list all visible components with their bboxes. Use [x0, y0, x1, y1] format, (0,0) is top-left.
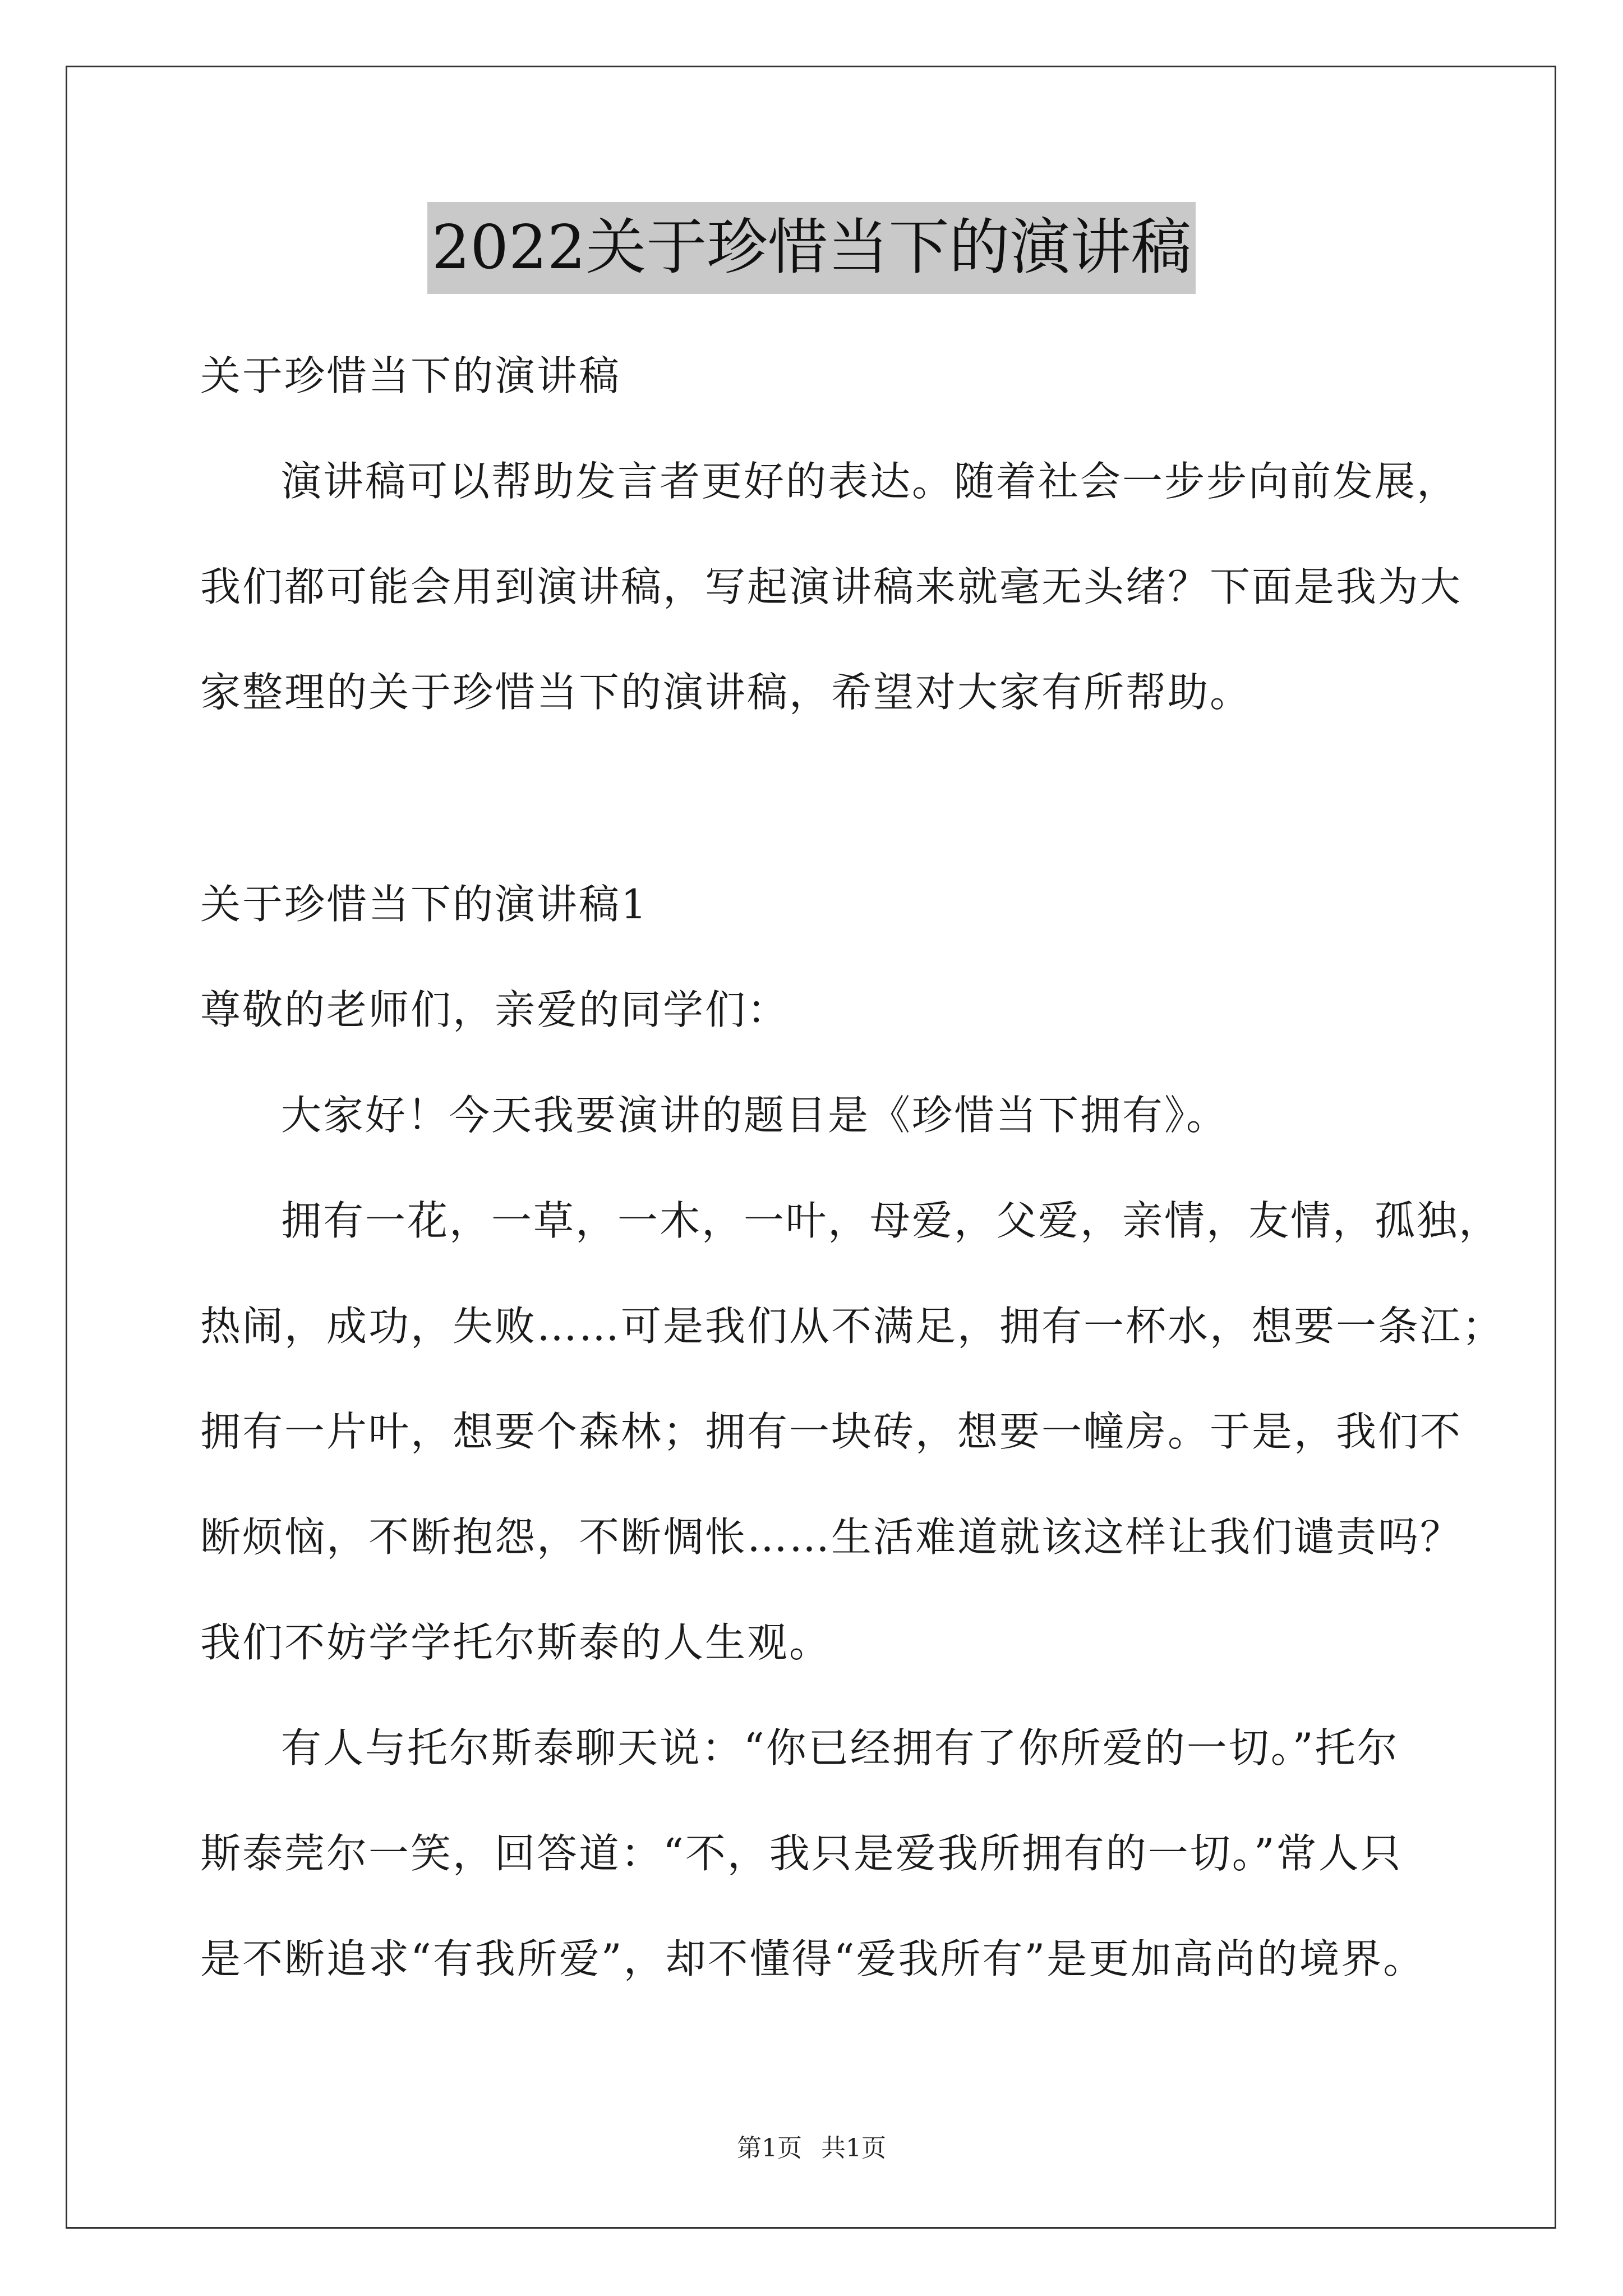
document-title: 2022关于珍惜当下的演讲稿: [427, 202, 1196, 294]
page-number: 第1页: [737, 2134, 802, 2162]
paragraph-line: 拥有一花，一草，一木，一叶，母爱，父爱，亲情，友情，孤独，: [281, 1197, 1501, 1244]
section-heading: 关于珍惜当下的演讲稿1: [200, 881, 648, 928]
page-footer: [0, 2132, 1623, 2165]
intro-line: 演讲稿可以帮助发言者更好的表达。随着社会一步步向前发展，: [281, 458, 1459, 505]
intro-line: 我们都可能会用到演讲稿，写起演讲稿来就毫无头绪？下面是我为大: [200, 563, 1463, 610]
paragraph-line: 斯泰莞尔一笑，回答道：“不，我只是爱我所拥有的一切。”常人只: [200, 1830, 1403, 1877]
subtitle: 关于珍惜当下的演讲稿: [200, 352, 621, 399]
paragraph-line: 断烦恼，不断抱怨，不断惆怅……生活难道就该这样让我们谴责吗？: [200, 1513, 1463, 1561]
paragraph-line: 是不断追求“有我所爱”，却不懂得“爱我所有”是更加高尚的境界。: [200, 1935, 1426, 1982]
title-container: [0, 202, 1623, 294]
page-total: 共1页: [821, 2134, 886, 2162]
greeting: 大家好！今天我要演讲的题目是《珍惜当下拥有》。: [281, 1092, 1229, 1139]
paragraph-line: 热闹，成功，失败……可是我们从不满足，拥有一杯水，想要一条江；: [200, 1303, 1505, 1350]
paragraph-line: 我们不妨学学托尔斯泰的人生观。: [200, 1619, 832, 1666]
intro-line: 家整理的关于珍惜当下的演讲稿，希望对大家有所帮助。: [200, 669, 1252, 716]
paragraph-line: 拥有一片叶，想要个森林；拥有一块砖，想要一幢房。于是，我们不: [200, 1408, 1463, 1455]
paragraph-line: 有人与托尔斯泰聊天说：“你已经拥有了你所爱的一切。”托尔: [281, 1724, 1399, 1772]
salutation: 尊敬的老师们，亲爱的同学们：: [200, 986, 790, 1033]
